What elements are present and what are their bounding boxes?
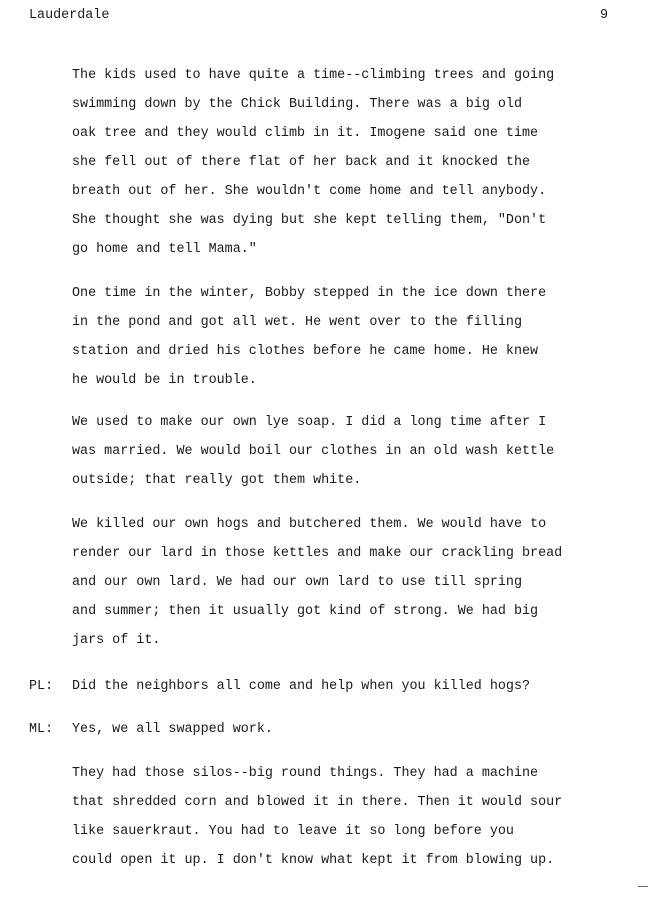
exchange-question bbox=[29, 679, 629, 695]
text-line: She thought she was dying but she kept telling them, "Don't bbox=[72, 213, 547, 228]
paragraph-bobby-pond bbox=[72, 286, 628, 402]
text-line: One time in the winter, Bobby stepped in the ice down there bbox=[72, 286, 547, 301]
text-line: in the pond and got all wet. He went over to the filling bbox=[72, 315, 522, 330]
text-line: render our lard in those kettles and make our crackling bread bbox=[72, 546, 563, 561]
paragraph-silos bbox=[72, 766, 628, 882]
scan-edge-mark bbox=[638, 886, 648, 887]
text-line: swimming down by the Chick Building. There was a big old bbox=[72, 97, 522, 112]
text-line: and our own lard. We had our own lard to use till spring bbox=[72, 575, 522, 590]
text-line: like sauerkraut. You had to leave it so long before you bbox=[72, 824, 514, 839]
exchange-answer bbox=[29, 722, 629, 738]
text-line: could open it up. I don't know what kept it from blowing up. bbox=[72, 853, 555, 868]
text-line: she fell out of there flat of her back and it knocked the bbox=[72, 155, 531, 170]
text-line: breath out of her. She wouldn't come home and tell anybody. bbox=[72, 184, 547, 199]
text-line: he would be in trouble. bbox=[72, 373, 257, 388]
text-line: outside; that really got them white. bbox=[72, 473, 362, 488]
text-line: was married. We would boil our clothes in an old wash kettle bbox=[72, 444, 555, 459]
text-line: and summer; then it usually got kind of strong. We had big bbox=[72, 604, 539, 619]
paragraph-hogs-lard bbox=[72, 517, 628, 662]
speaker-label: ML: bbox=[29, 722, 54, 737]
paragraph-kids-climbing bbox=[72, 68, 628, 271]
page-number: 9 bbox=[599, 8, 608, 23]
text-line: They had those silos--big round things. They had a machine bbox=[72, 766, 539, 781]
text-line: go home and tell Mama." bbox=[72, 242, 257, 257]
paragraph-lye-soap bbox=[72, 415, 628, 502]
text-line: oak tree and they would climb in it. Imogene said one time bbox=[72, 126, 539, 141]
running-head: Lauderdale bbox=[29, 8, 110, 23]
speech-text: Yes, we all swapped work. bbox=[72, 722, 273, 737]
speaker-label: PL: bbox=[29, 679, 54, 694]
text-line: We used to make our own lye soap. I did a long time after I bbox=[72, 415, 547, 430]
text-line: We killed our own hogs and butchered them. We would have to bbox=[72, 517, 547, 532]
text-line: jars of it. bbox=[72, 633, 161, 648]
text-line: The kids used to have quite a time--climbing trees and going bbox=[72, 68, 555, 83]
speech-text: Did the neighbors all come and help when you killed hogs? bbox=[72, 679, 531, 694]
text-line: station and dried his clothes before he came home. He knew bbox=[72, 344, 539, 359]
text-line: that shredded corn and blowed it in there. Then it would sour bbox=[72, 795, 563, 810]
